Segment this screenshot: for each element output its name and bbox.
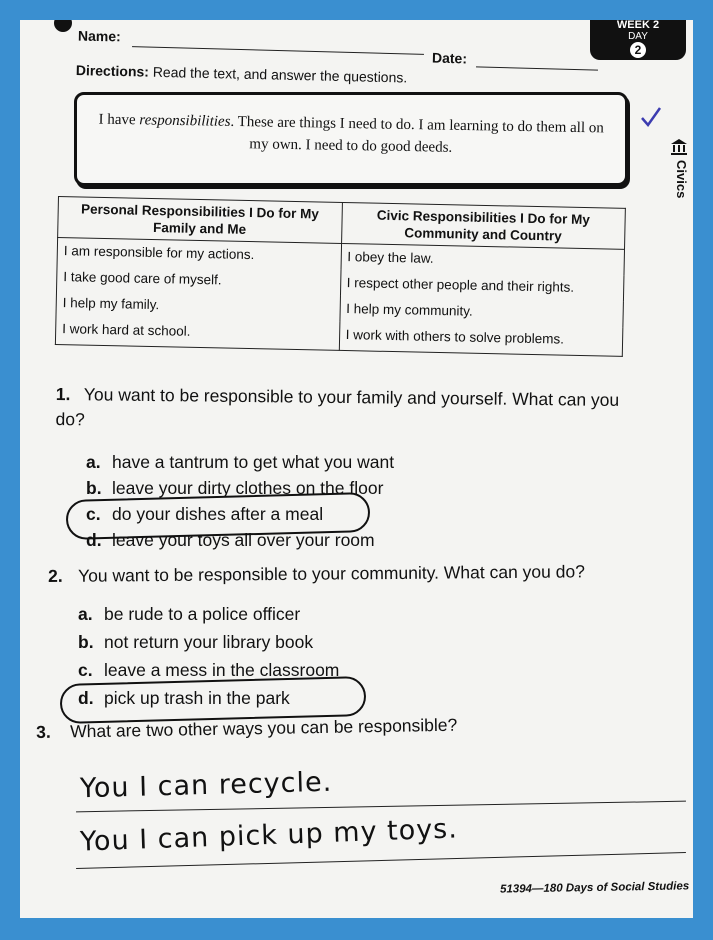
table-cell: I help my community.	[339, 296, 623, 328]
intro-italic-word: responsibilities	[139, 112, 231, 130]
name-line[interactable]	[132, 46, 424, 55]
table-cell: I am responsible for my actions.	[57, 238, 341, 270]
directions-label: Directions:	[75, 62, 150, 80]
option-text: pick up trash in the park	[104, 688, 290, 708]
handwritten-answer-2: You I can pick up my toys.	[79, 813, 459, 858]
option-letter: d.	[86, 530, 102, 550]
intro-box	[74, 92, 628, 186]
table-cell: I take good care of myself.	[57, 264, 341, 296]
option-letter: b.	[78, 632, 94, 652]
question-2	[48, 561, 585, 587]
option-text: have a tantrum to get what you want	[112, 452, 395, 472]
answer-line-1[interactable]	[76, 801, 686, 813]
handwritten-answer-1: You I can recycle.	[79, 766, 333, 805]
check-mark-icon	[640, 106, 662, 133]
civics-building-icon	[670, 138, 688, 161]
intro-part-2: . These are things I need to do. I am learning to do them all on my own. I need to do good deeds.	[230, 113, 604, 156]
option-letter: b.	[86, 478, 102, 498]
option-text: leave your dirty clothes on the floor	[112, 478, 384, 498]
question-1	[55, 382, 645, 438]
intro-text	[91, 108, 612, 161]
date-line[interactable]	[476, 66, 598, 70]
option-letter: a.	[78, 604, 93, 624]
question-2-text: You want to be responsible to your community. What can you do?	[77, 561, 585, 586]
week-label: WEEK 2	[616, 20, 660, 31]
option-text: not return your library book	[104, 632, 314, 652]
intro-part-1: I have	[98, 111, 140, 129]
q2-option-b[interactable]	[78, 632, 313, 653]
question-1-text: You want to be responsible to your family and yourself. What can you do?	[55, 384, 620, 430]
q1-option-a[interactable]	[86, 452, 394, 473]
question-2-number: 2.	[48, 565, 63, 586]
directions-text: Read the text, and answer the questions.	[148, 63, 408, 86]
week-day-badge	[590, 20, 686, 60]
day-label: DAY	[628, 31, 648, 42]
option-letter: c.	[78, 660, 93, 680]
question-3-text: What are two other ways you can be responsible?	[69, 714, 458, 742]
table-cell: I work hard at school.	[55, 316, 339, 350]
option-text: leave your toys all over your room	[112, 530, 375, 550]
table-cell: I help my family.	[56, 290, 340, 322]
table-cell: I obey the law.	[341, 243, 625, 275]
day-number: 2	[630, 42, 646, 58]
question-3-number: 3.	[36, 721, 51, 742]
table-header-civic: Civic Responsibilities I Do for My Community and Country	[341, 202, 625, 249]
date-label: Date:	[431, 49, 468, 67]
civics-side-label: Civics	[674, 160, 689, 199]
option-letter: d.	[78, 688, 94, 708]
name-label: Name:	[77, 27, 121, 45]
option-text: do your dishes after a meal	[112, 504, 324, 524]
worksheet-page	[20, 20, 693, 918]
responsibilities-table	[55, 196, 626, 357]
q1-option-d[interactable]	[86, 530, 375, 551]
directions	[76, 62, 408, 86]
table-cell: I respect other people and their rights.	[340, 270, 624, 302]
page-footer: 51394—180 Days of Social Studies	[499, 880, 690, 896]
q2-option-a[interactable]	[78, 604, 300, 625]
table-header-personal: Personal Responsibilities I Do for My Family and Me	[58, 197, 342, 244]
table-cell: I work with others to solve problems.	[339, 322, 623, 356]
question-1-number: 1.	[55, 383, 71, 405]
option-text: be rude to a police officer	[104, 604, 301, 624]
option-text: leave a mess in the classroom	[104, 660, 340, 680]
corner-badge-mark	[54, 20, 72, 32]
option-letter: c.	[86, 504, 101, 524]
option-letter: a.	[86, 452, 101, 472]
